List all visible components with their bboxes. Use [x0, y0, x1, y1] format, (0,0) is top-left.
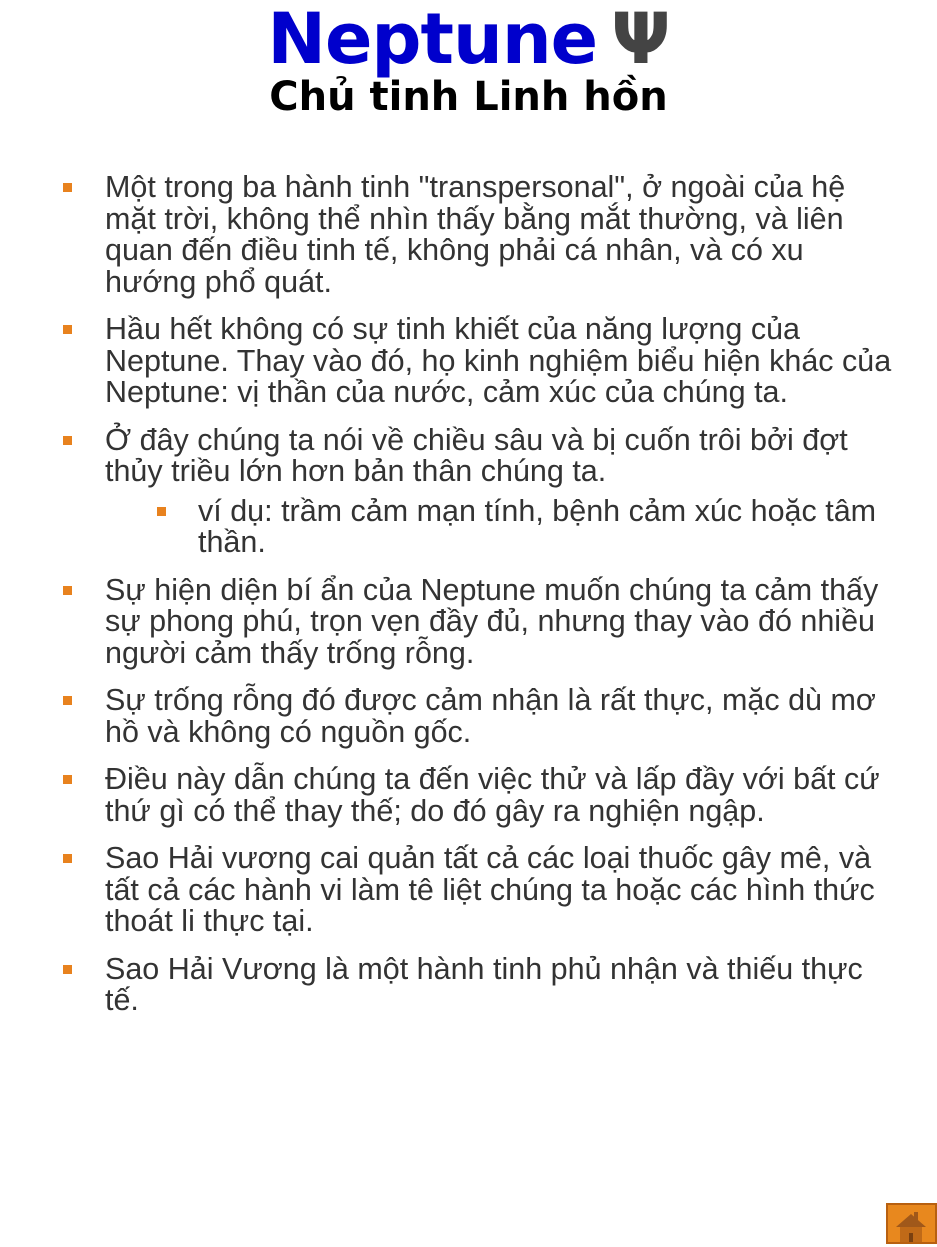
bullet-list — [0, 172, 895, 1033]
bullet-icon — [63, 965, 72, 974]
bullet-text: Điều này dẫn chúng ta đến việc thử và lấp đầy với bất cứ thứ gì có thể thay thế; do đó gây ra nghiện ngập. — [105, 762, 880, 828]
bullet-icon — [63, 854, 72, 863]
sub-list-item — [0, 493, 888, 559]
title-main: Neptune — [267, 0, 598, 80]
bullet-icon — [157, 507, 166, 516]
bullet-text: Sự hiện diện bí ẩn của Neptune muốn chúng ta cảm thấy sự phong phú, trọn vẹn đầy đủ, nhưng thay vào đó nhiều người cảm thấy trống rỗng. — [105, 572, 879, 670]
bullet-icon — [63, 183, 72, 192]
home-button[interactable] — [886, 1203, 937, 1244]
bullet-icon — [63, 775, 72, 784]
slide-title — [0, 0, 937, 120]
bullet-text: ví dụ: trầm cảm mạn tính, bệnh cảm xúc hoặc tâm thần. — [198, 493, 877, 559]
list-item — [0, 314, 895, 409]
bullet-text: Ở đây chúng ta nói về chiều sâu và bị cuốn trôi bởi đợt thủy triều lớn hơn bản thân chúng ta. — [105, 422, 848, 488]
list-item — [0, 172, 895, 298]
list-item — [0, 572, 895, 670]
bullet-icon — [63, 696, 72, 705]
bullet-text: Một trong ba hành tinh "transpersonal", ở ngoài của hệ mặt trời, không thể nhìn thấy bằng mắt thường, và liên quan đến điều tinh tế, không phải cá nhân, và có xu hướng phổ quát. — [105, 170, 846, 299]
list-item — [0, 951, 895, 1017]
bullet-icon — [63, 325, 72, 334]
subtitle: Chủ tinh Linh hồn — [269, 74, 668, 120]
bullet-icon — [63, 586, 72, 595]
bullet-icon — [63, 436, 72, 445]
bullet-text: Sao Hải Vương là một hành tinh phủ nhận và thiếu thực tế. — [105, 951, 863, 1017]
bullet-text: Hầu hết không có sự tinh khiết của năng lượng của Neptune. Thay vào đó, họ kinh nghiệm biểu hiện khác của Neptune: vị thần của nước, cảm xúc của chúng ta. — [105, 312, 892, 409]
bullet-text: Sự trống rỗng đó được cảm nhận là rất thực, mặc dù mơ hồ và không có nguồn gốc. — [105, 683, 876, 749]
list-item — [0, 422, 895, 488]
list-item — [0, 843, 895, 938]
list-item — [0, 685, 895, 748]
list-item — [0, 764, 895, 827]
home-icon — [888, 1205, 935, 1242]
neptune-symbol-icon: Ψ — [611, 0, 670, 80]
bullet-text: Sao Hải vương cai quản tất cả các loại thuốc gây mê, và tất cả các hành vi làm tê liệt chúng ta hoặc các hình thức thoát li thực tại. — [105, 841, 875, 938]
